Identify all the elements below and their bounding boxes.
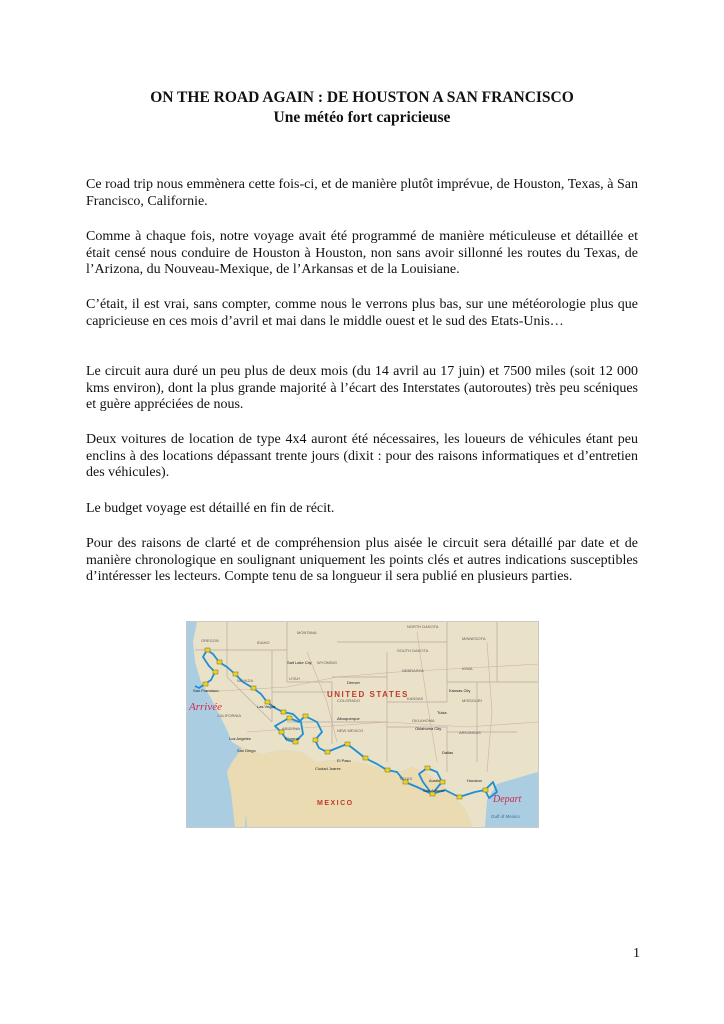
document-subtitle: Une météo fort capricieuse [273,109,451,126]
paragraph-plan: Comme à chaque fois, notre voyage avait été programmé de manière méticuleuse et détaillée et était censé nous conduire de Houston à Houston, non sans avoir sillonné les routes du Texas, de l’Arizona, du Nouveau-Mexique, de l’Arkansas et de la Louisiane. [86,229,638,278]
map-city-houston: Houston [467,778,482,783]
map-city-los-angeles: Los Angeles [229,736,251,741]
map-city-denver: Denver [347,680,360,685]
paragraph-weather: C’était, il est vrai, sans compter, comme nous le verrons plus bas, sur une météorologie plus que capricieuse en ces mois d’avril et mai dans le middle ouest et le sud des Etats-Unis… [86,297,638,329]
paragraph-duration: Le circuit aura duré un peu plus de deux mois (du 14 avril au 17 juin) et 7500 miles (soit 12 000 kms environ), dont la plus grande majorité à l’écart des Interstates (autoroutes) très peu scéniques et guère appréciées de nous. [86,364,638,413]
map-city-albuquerque: Albuquerque [337,716,360,721]
map-state-nevada: NEVADA [237,678,254,683]
map-city-kansas-city: Kansas City [449,688,471,693]
map-state-new-mexico: NEW MEXICO [337,728,364,733]
map-state-montana: MONTANA [297,630,317,635]
map-city-ciudad-juarez: Ciudad Juarez [315,766,341,771]
map-city-dallas: Dallas [442,750,454,755]
map-departure-label: Depart [493,794,522,805]
map-city-oklahoma-city: Oklahoma City [415,726,442,731]
map-city-el-paso: El Paso [337,758,351,763]
map-city-san-diego: San Diego [237,748,256,753]
map-state-idaho: IDAHO [257,640,270,645]
map-arrival-label: Arrivée [189,701,222,713]
map-mexico-label: MEXICO [317,800,354,807]
map-state-nebraska: NEBRASKA [402,668,424,673]
map-state-arkansas: ARKANSAS [459,730,481,735]
map-state-iowa: IOWA [462,666,473,671]
map-country-label: UNITED STATES [327,690,409,699]
map-city-salt-lake-city: Salt Lake City [287,660,312,665]
map-city-phoenix: Phoenix [285,736,300,741]
map-state-texas: TEXAS [399,776,413,781]
map-state-wyoming: WYOMING [317,660,337,665]
paragraph-structure: Pour des raisons de clarté et de compréhension plus aisée le circuit sera détaillé par date et de manière chronologique en soulignant uniquement les points clés et autres indications susceptibles d’intéresser les lecteurs. Compte tenu de sa longueur il sera publié en plusieurs parties. [86,536,638,585]
map-state-south-dakota: SOUTH DAKOTA [397,648,429,653]
map-city-tulsa: Tulsa [437,710,447,715]
map-city-austin: Austin [429,778,441,783]
map-state-utah: UTAH [289,676,300,681]
map-state-kansas: KANSAS [407,696,424,701]
document-title: ON THE ROAD AGAIN : DE HOUSTON A SAN FRANCISCO [150,89,574,106]
map-city-san-antonio: San Antonio [423,788,445,793]
map-city-las-vegas: Las Vegas [257,704,276,709]
map-state-colorado: COLORADO [337,698,360,703]
page-number: 1 [633,946,640,961]
paragraph-rental: Deux voitures de location de type 4x4 auront été nécessaires, les loueurs de véhicules étant peu enclins à des locations dépassant trente jours (dixit : pour des raisons informatiques et d’entretien des véhicules). [86,432,638,481]
map-state-north-dakota: NORTH DAKOTA [407,624,439,629]
map-city-san-francisco: San Francisco [193,688,219,693]
map-state-california: CALIFORNIA [217,713,242,718]
map-state-minnesota: MINNESOTA [462,636,486,641]
map-state-oklahoma: OKLAHOMA [412,718,435,723]
paragraph-budget: Le budget voyage est détaillé en fin de récit. [86,501,335,516]
map-state-oregon: OREGON [201,638,219,643]
paragraph-intro: Ce road trip nous emmènera cette fois-ci, et de manière plutôt imprévue, de Houston, Texas, à San Francisco, Californie. [86,177,638,209]
map-state-missouri: MISSOURI [462,698,482,703]
map-state-arizona: ARIZONA [282,726,300,731]
map-gulf-label: Gulf of Mexico [491,814,520,819]
route-map [186,621,539,828]
